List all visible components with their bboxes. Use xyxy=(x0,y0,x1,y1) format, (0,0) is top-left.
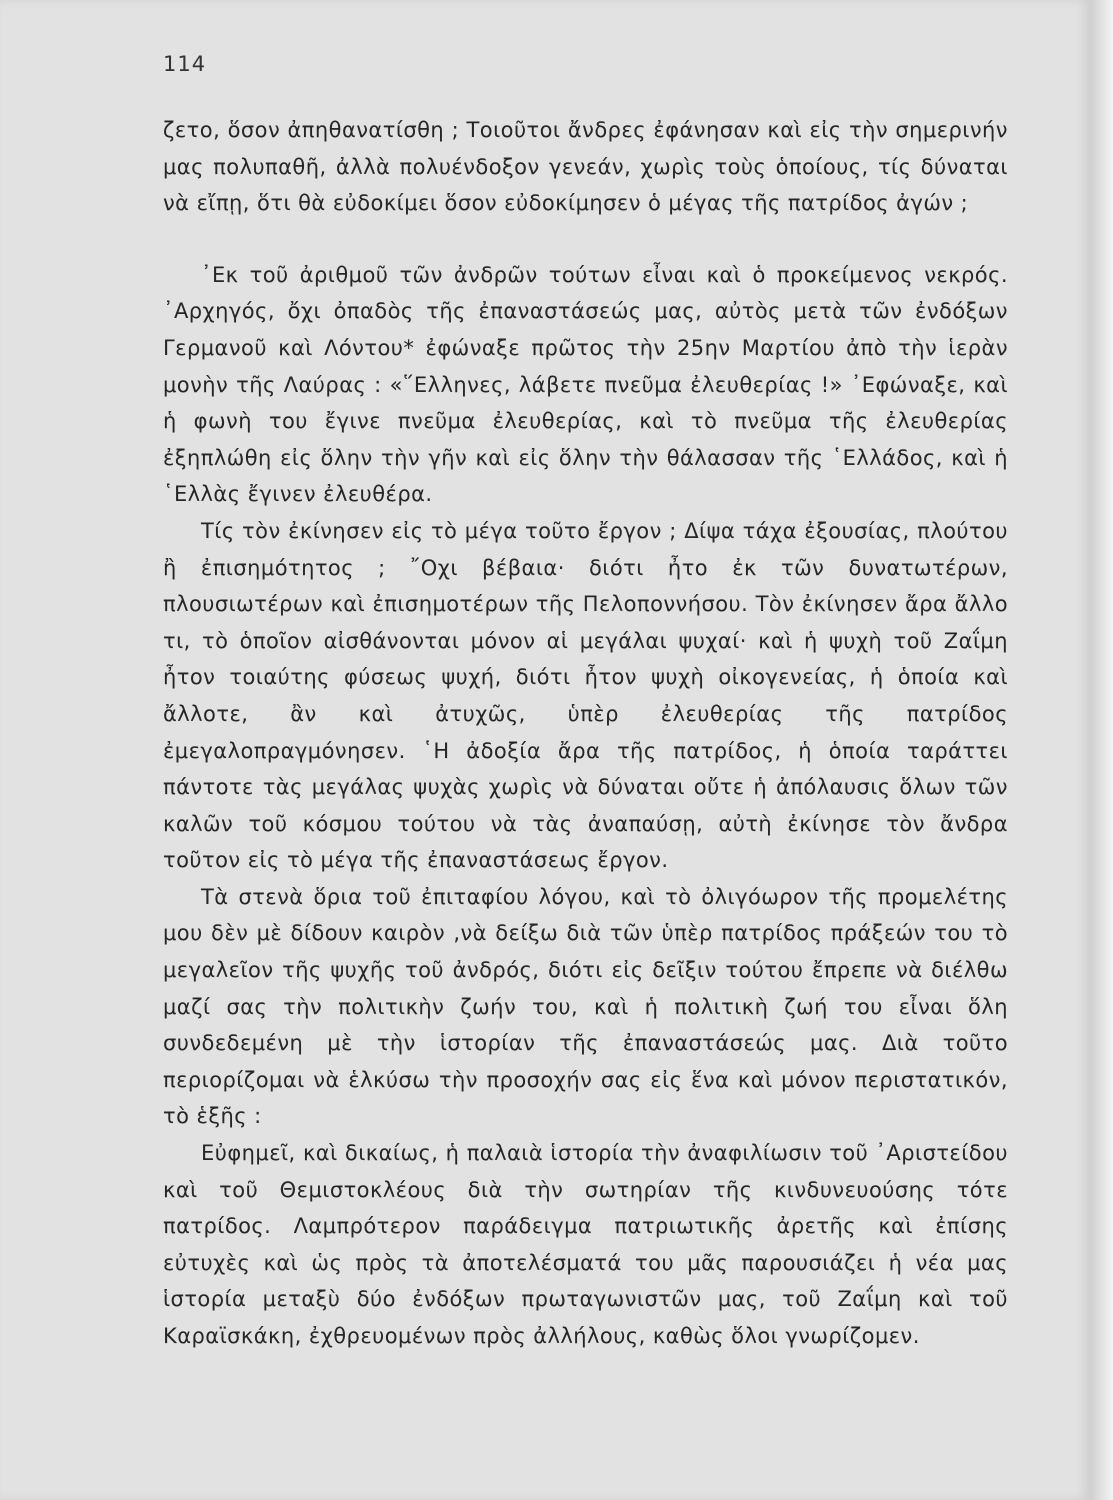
page-number: 114 xyxy=(163,52,207,76)
paragraph-1: ζετο, ὅσον ἀπηθανατίσθη ; Τοιοῦτοι ἄνδρες ἐφάνησαν καὶ εἰς τὴν σημερινήν μας πολυπαθῆ, ἀλλὰ πολυένδοξον γενεάν, χωρὶς τοὺς ὁποίους, τίς δύναται νὰ εἴπῃ, ὅτι θὰ εὐδοκίμει ὅσον εὐδοκίμησεν ὁ μέγας τῆς πατρίδος ἀγών ; xyxy=(163,118,1008,216)
body-text xyxy=(163,112,1008,1355)
paragraph-2: ᾿Εκ τοῦ ἀριθμοῦ τῶν ἀνδρῶν τούτων εἶναι καὶ ὁ προκείμενος νεκρός. ᾿Αρχηγός, ὄχι ὀπαδὸς τῆς ἐπαναστάσεώς μας, αὐτὸς μετὰ τῶν ἐνδόξων Γερμανοῦ καὶ Λόντου* ἐφώναξε πρῶτος τὴν 25ην Μαρτίου ἀπὸ τὴν ἱερὰν μονὴν τῆς Λαύρας : «῞Ελληνες, λάβετε πνεῦμα ἐλευθερίας !» ᾿Εφώναξε, καὶ ἡ φωνὴ του ἔγινε πνεῦμα ἐλευθερίας, καὶ τὸ πνεῦμα τῆς ἐλευθερίας ἐξηπλώθη εἰς ὅλην τὴν γῆν καὶ εἰς ὅλην τὴν θάλασσαν τῆς ῾Ελλάδος, καὶ ἡ ῾Ελλὰς ἔγινεν ἐλευθέρα. xyxy=(163,262,1008,507)
paragraph-4: Τὰ στενὰ ὅρια τοῦ ἐπιταφίου λόγου, καὶ τὸ ὀλιγόωρον τῆς προμελέτης μου δὲν μὲ δίδουν καιρὸν ,νὰ δείξω διὰ τῶν ὑπὲρ πατρίδος πράξεών του τὸ μεγαλεῖον τῆς ψυχῆς τοῦ ἀνδρός, διότι εἰς δεῖξιν τούτου ἔπρεπε νὰ διέλθω μαζί σας τὴν πολιτικὴν ζωήν του, καὶ ἡ πολιτικὴ ζωή του εἶναι ὅλη συνδεδεμένη μὲ τὴν ἱστορίαν τῆς ἐπαναστάσεώς μας. Διὰ τοῦτο περιορίζομαι νὰ ἑλκύσω τὴν προσοχήν σας εἰς ἕνα καὶ μόνον περιστατικόν, τὸ ἑξῆς : xyxy=(163,884,1008,1129)
page-edge xyxy=(1090,0,1113,1500)
paragraph-5: Εὐφημεῖ, καὶ δικαίως, ἡ παλαιὰ ἱστορία τὴν ἀναφιλίωσιν τοῦ ᾿Αριστείδου καὶ τοῦ Θεμιστοκλέους διὰ τὴν σωτηρίαν τῆς κινδυνευούσης τότε πατρίδος. Λαμπρότερον παράδειγμα πατριωτικῆς ἀρετῆς καὶ ἐπίσης εὐτυχὲς καὶ ὡς πρὸς τὰ ἀποτελέσματά του μᾶς παρουσιάζει ἡ νέα μας ἱστορία μεταξὺ δύο ἐνδόξων πρωταγωνιστῶν μας, τοῦ Ζαΐμη καὶ τοῦ Καραϊσκάκη, ἐχθρευομένων πρὸς ἀλλήλους, καθὼς ὅλοι γνωρίζομεν. xyxy=(163,1141,1008,1348)
paragraph-3: Τίς τὸν ἐκίνησεν εἰς τὸ μέγα τοῦτο ἔργον ; Δίψα τάχα ἐξουσίας, πλούτου ἢ ἐπισημότητος ; ῎Οχι βέβαια· διότι ἦτο ἐκ τῶν δυνατωτέρων, πλουσιωτέρων καὶ ἐπισημοτέρων τῆς Πελοποννήσου. Τὸν ἐκίνησεν ἄρα ἄλλο τι, τὸ ὁποῖον αἰσθάνονται μόνον αἱ μεγάλαι ψυχαί· καὶ ἡ ψυχὴ τοῦ Ζαΐμη ἦτον τοιαύτης φύσεως ψυχή, διότι ἦτον ψυχὴ οἰκογενείας, ἡ ὁποία καὶ ἄλλοτε, ἂν καὶ ἀτυχῶς, ὑπὲρ ἐλευθερίας τῆς πατρίδος ἐμεγαλοπραγμόνησεν. ῾Η ἀδοξία ἄρα τῆς πατρίδος, ἡ ὁποία ταράττει πάντοτε τὰς μεγάλας ψυχὰς χωρὶς νὰ δύναται οὔτε ἡ ἀπόλαυσις ὅλων τῶν καλῶν τοῦ κόσμου τούτου νὰ τὰς ἀναπαύσῃ, αὐτὴ ἐκίνησε τὸν ἄνδρα τοῦτον εἰς τὸ μέγα τῆς ἐπαναστάσεως ἔργον. xyxy=(163,518,1008,873)
